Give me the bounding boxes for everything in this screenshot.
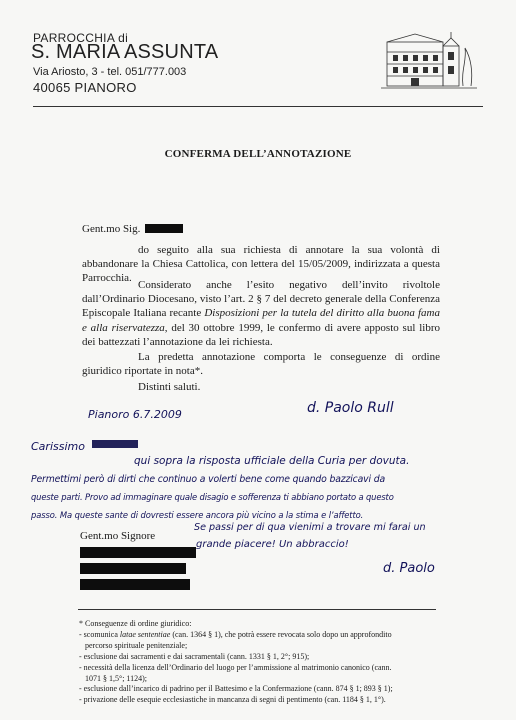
handwritten-place-date: Pianoro 6.7.2009 xyxy=(88,408,182,421)
redacted-recipient-name xyxy=(80,547,196,558)
handwritten-signature-2: d. Paolo xyxy=(383,561,435,576)
footnote-rule xyxy=(78,609,436,610)
handwritten-line-4: passo. Ma queste sante di dovresti essere ancora più vicino a la stima e l’affetto. xyxy=(31,510,364,520)
handwritten-line-3: queste parti. Provo ad immaginare quale disagio e sofferenza ti abbiano portato a questo xyxy=(31,492,394,502)
footnote-item: - scomunica latae sententiae (can. 1364 § 1), che potrà essere revocata solo dopo un approfondito xyxy=(79,629,392,639)
footnote-item: - necessità della licenza dell’Ordinario del luogo per l’ammissione al matrimonio canonico (cann. xyxy=(79,662,392,672)
salutation-text: Gent.mo Sig. xyxy=(82,223,141,235)
salutation xyxy=(82,222,183,236)
paragraph-decree xyxy=(82,278,440,349)
footnote-italic: latae sententiae xyxy=(119,629,171,639)
letterhead-city: 40065 PIANORO xyxy=(33,80,137,95)
handwritten-greeting-text: Carissimo xyxy=(31,440,85,453)
footnote-item: - esclusione dai sacramenti e dai sacramentali (cann. 1331 § 1, 2°; 915); xyxy=(79,651,310,661)
letterhead-parish: PARROCCHIA di xyxy=(33,31,129,45)
handwritten-signature: d. Paolo Rull xyxy=(307,400,394,416)
redacted-recipient-city xyxy=(80,579,190,590)
church-illustration xyxy=(381,30,477,92)
letterhead-name: S. MARIA ASSUNTA xyxy=(31,41,219,63)
footnote-item: - esclusione dall’incarico di padrino per il Battesimo e la Confermazione (cann. 874 § 1; 893 § 1); xyxy=(79,684,393,694)
footnote-item: 1071 § 1,5°; 1124); xyxy=(85,673,148,683)
paragraph-decree-part-a: Considerato anche l’esito negativo dell’invito rivoltole dall’Ordinario Diocesano, visto l’art. 2 § 7 del decreto generale della Conferenza Episcopale Italiana recante xyxy=(82,279,440,320)
handwritten-line-2: Permettimi però di dirti che continuo a volerti bene come quando bazzicavi da xyxy=(31,474,386,485)
paragraph-decree-italic: Disposizioni per la tutela del diritto alla buona fama e alla riservatezza xyxy=(82,307,440,334)
recipient-label: Gent.mo Signore xyxy=(80,530,156,542)
paragraph-decree-part-b: , del 30 ottobre 1999, le confermo di avere apposto sul libro dei battezzati l’annotazione da lei richiesta. xyxy=(82,321,440,348)
letterhead-address: Via Ariosto, 3 - tel. 051/777.003 xyxy=(33,66,187,78)
handwritten-greeting xyxy=(31,440,138,453)
handwritten-line-5: Se passi per di qua vienimi a trovare mi farai un xyxy=(194,522,426,533)
footnotes xyxy=(79,619,439,706)
redacted-recipient-address xyxy=(80,563,186,574)
document-title: CONFERMA DELL’ANNOTAZIONE xyxy=(164,148,352,160)
paragraph-consequences: La predetta annotazione comporta le conseguenze di ordine giuridico riportate in nota*. xyxy=(82,351,440,378)
handwritten-line-1: qui sopra la risposta ufficiale della Curia per dovuta. xyxy=(134,455,410,467)
footnotes-heading: * Conseguenze di ordine giuridico: xyxy=(79,619,192,628)
footnote-item: percorso spirituale penitenziale; xyxy=(85,640,188,650)
redacted-name xyxy=(145,224,183,233)
paragraph-request: do seguito alla sua richiesta di annotare la sua volontà di abbandonare la Chiesa Cattolica, con lettera del 15/05/2009, indirizzata a questa Parrocchia. xyxy=(82,244,440,285)
closing: Distinti saluti. xyxy=(138,381,201,393)
handwritten-line-6: grande piacere! Un abbraccio! xyxy=(196,539,349,550)
footnote-item: - privazione delle esequie ecclesiastiche in mancanza di segni di pentimento (can. 1184 § 1, 1°). xyxy=(79,695,386,705)
header-rule xyxy=(33,106,483,107)
redacted-handwritten-name xyxy=(92,440,138,448)
